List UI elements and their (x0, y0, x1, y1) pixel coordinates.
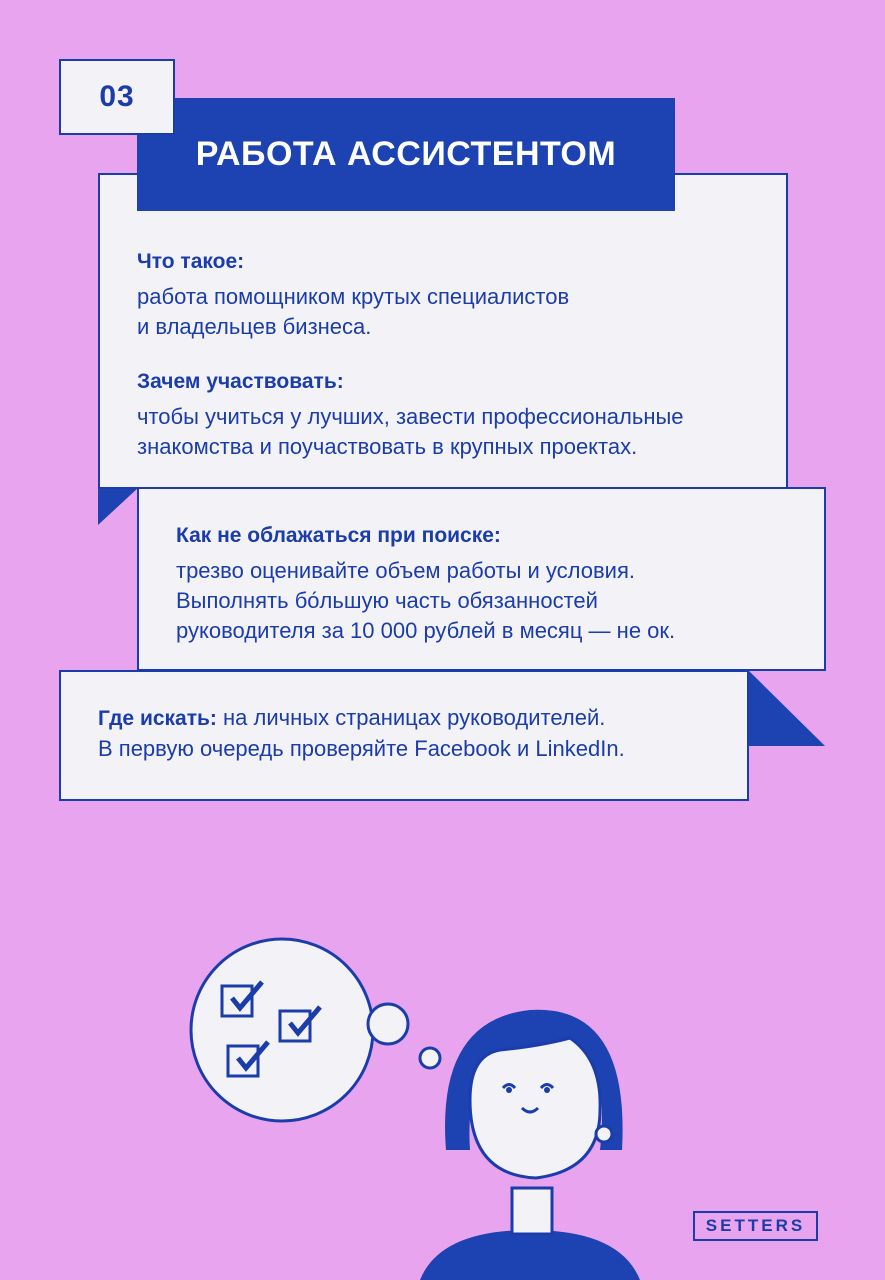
brand-text: SETTERS (705, 1216, 806, 1235)
thought-dot-large (368, 1004, 408, 1044)
what-text-line1: работа помощником крутых специалистов (137, 284, 570, 309)
where-line2: В первую очередь проверяйте Facebook и LinkedIn. (98, 736, 625, 761)
brand-logo (693, 1211, 818, 1241)
search-tips-line3: руководителя за 10 000 рублей в месяц — не ок. (176, 618, 676, 643)
thought-dot-small (420, 1048, 440, 1068)
why-text-line1: чтобы учиться у лучших, завести профессиональные (137, 404, 684, 429)
page-title-text: РАБОТА АССИСТЕНТОМ (195, 135, 617, 173)
where-label: Где искать: (98, 707, 217, 730)
search-tips-label: Как не облажаться при поиске: (176, 524, 501, 547)
search-tips-line1: трезво оценивайте объем работы и условия. (176, 558, 635, 583)
what-label: Что такое: (137, 250, 245, 273)
person-icon (420, 1010, 640, 1280)
what-text-line2: и владельцев бизнеса. (137, 314, 372, 339)
why-text-line2: знакомства и поучаствовать в крупных проектах. (137, 434, 638, 459)
why-label: Зачем участвовать: (137, 370, 344, 393)
search-tips-line2: Выполнять бо́льшую часть обязанностей (176, 588, 598, 613)
where-line1-text: на личных страницах руководителей. (216, 705, 606, 730)
section-number: 03 (99, 80, 135, 113)
